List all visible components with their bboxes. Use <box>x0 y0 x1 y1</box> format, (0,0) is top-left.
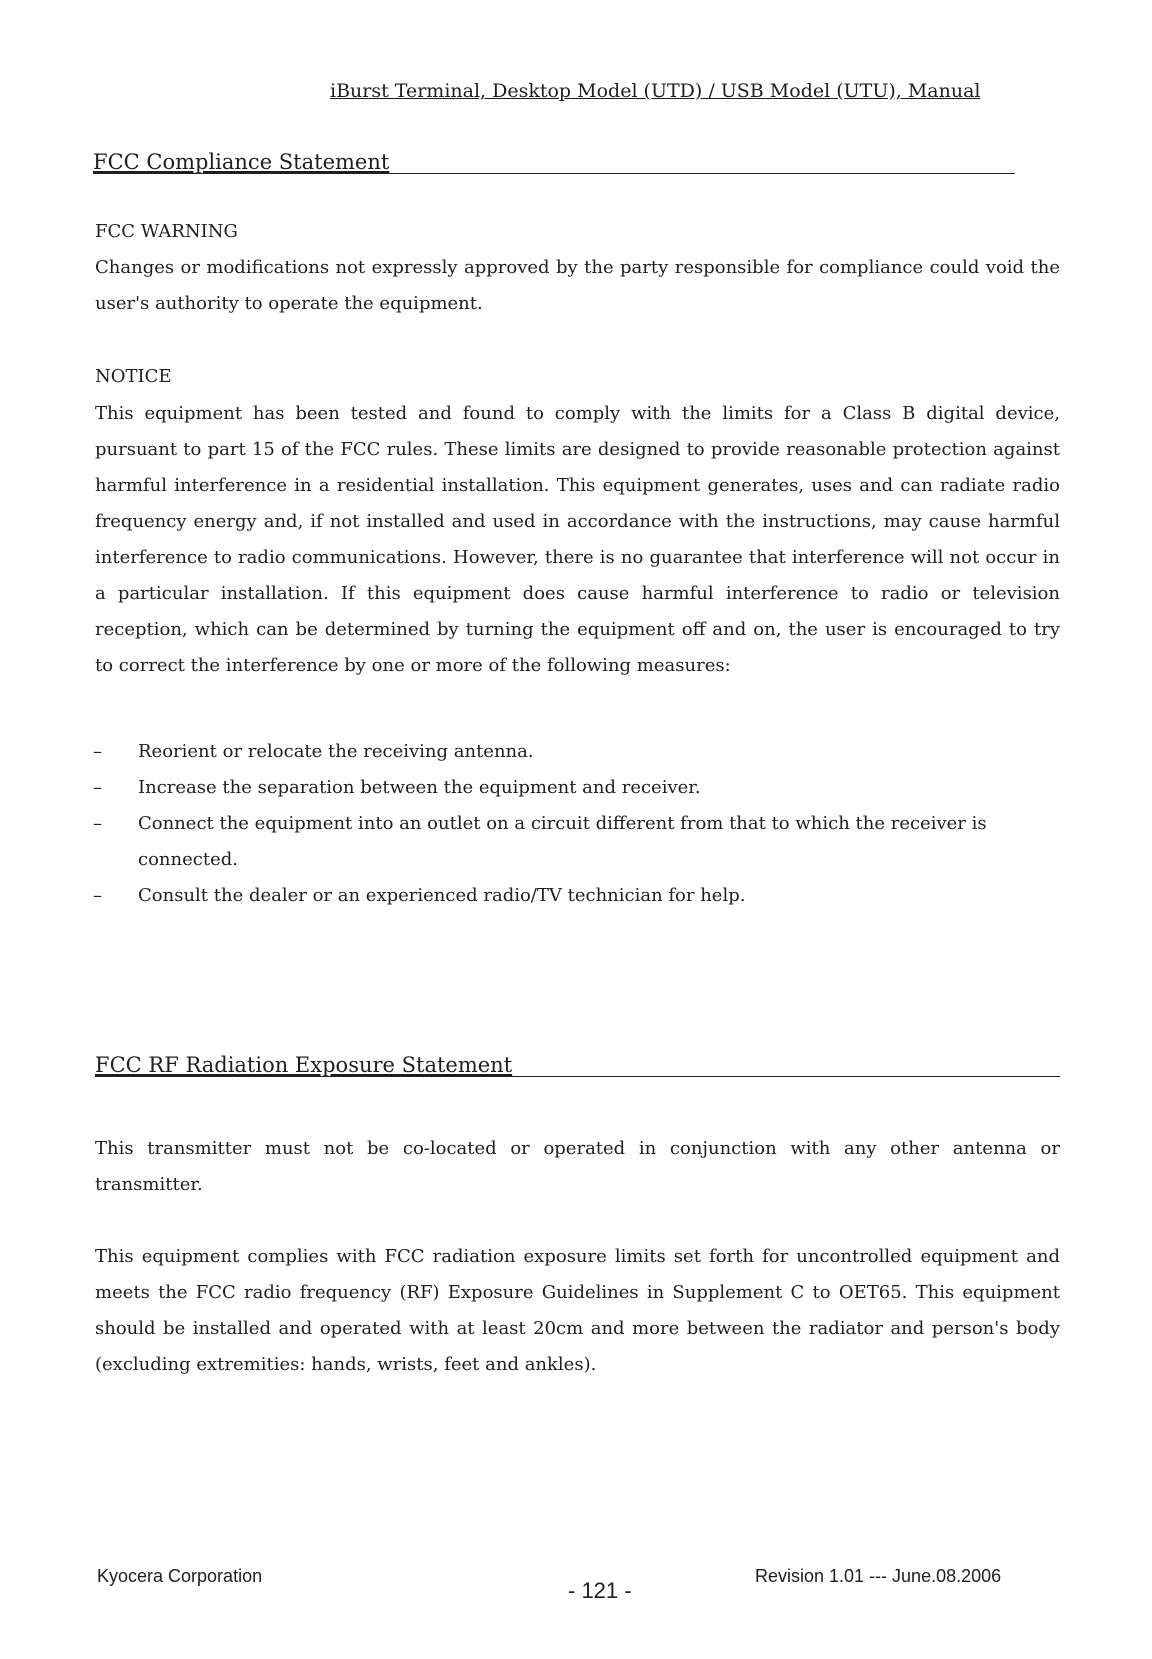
rf-exposure-heading-rule <box>95 1076 1060 1077</box>
fcc-warning-text: Changes or modifications not expressly approved by the party responsible for compliance could void the user's authority to operate the equipment. <box>95 257 1060 314</box>
bullet-dash: – <box>93 777 102 798</box>
fcc-compliance-heading-rule <box>93 173 1015 174</box>
rf-exposure-paragraph-1: This transmitter must not be co-located or operated in conjunction with any other antenna or transmitter. <box>95 1138 1060 1195</box>
notice-text: This equipment has been tested and found to comply with the limits for a Class B digital device, pursuant to part 15 of the FCC rules. These limits are designed to provide reasonable protection against harmful interference in a residential installation. This equipment generates, uses and can radiate radio frequency energy and, if not installed and used in accordance with the instructions, may cause harmful interference to radio communications. However, there is no guarantee that interference will not occur in a particular installation. If this equipment does cause harmful interference to radio or television reception, which can be determined by turning the equipment off and on, the user is encouraged to try to correct the interference by one or more of the following measures: <box>95 403 1060 676</box>
bullet-dash: – <box>93 885 102 906</box>
notice-label: NOTICE <box>95 366 172 387</box>
measure-text: Reorient or relocate the receiving antenna. <box>138 741 534 762</box>
measure-item <box>90 770 1070 806</box>
measure-item <box>90 878 1070 914</box>
footer-company: Kyocera Corporation <box>97 1566 263 1586</box>
footer-revision: Revision 1.01 --- June.08.2006 <box>755 1566 1002 1586</box>
bullet-dash: – <box>93 813 102 834</box>
measure-item <box>90 806 1070 878</box>
fcc-compliance-heading: FCC Compliance Statement <box>93 150 390 174</box>
measure-text: Consult the dealer or an experienced radio/TV technician for help. <box>138 885 746 906</box>
measure-text: Connect the equipment into an outlet on a circuit different from that to which the receiver is connected. <box>138 813 987 870</box>
measure-item <box>90 734 1070 770</box>
rf-exposure-heading: FCC RF Radiation Exposure Statement <box>95 1053 513 1077</box>
measures-list <box>90 734 1070 914</box>
bullet-dash: – <box>93 741 102 762</box>
rf-exposure-paragraph-2: This equipment complies with FCC radiation exposure limits set forth for uncontrolled equipment and meets the FCC radio frequency (RF) Exposure Guidelines in Supplement C to OET65. This equipment should be installed and operated with at least 20cm and more between the radiator and person's body (excluding extremities: hands, wrists, feet and ankles). <box>95 1246 1060 1375</box>
measure-text: Increase the separation between the equipment and receiver. <box>138 777 701 798</box>
page-header-title: iBurst Terminal, Desktop Model (UTD) / USB Model (UTU), Manual <box>330 80 981 102</box>
page-number: - 121 - <box>568 1578 632 1603</box>
fcc-warning-label: FCC WARNING <box>95 221 238 242</box>
